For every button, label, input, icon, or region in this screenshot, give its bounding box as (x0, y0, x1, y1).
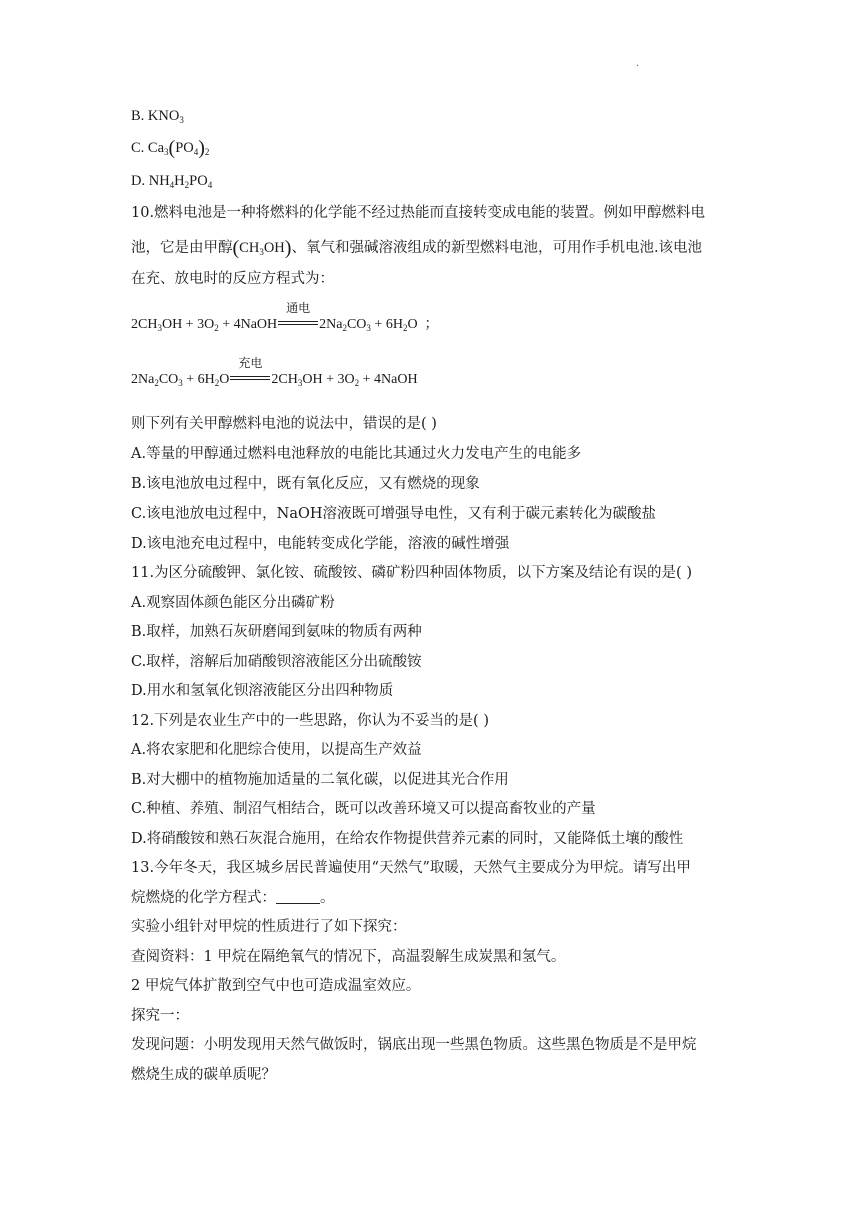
q13-line8: 燃烧生成的碳单质呢？ (131, 1067, 276, 1083)
q11-stem: 11.为区分硫酸钾、氯化铵、硫酸铵、磷矿粉四种固体物质，以下方案及结论有误的是( ) (131, 565, 692, 581)
q11-option-a: A.观察固体颜色能区分出磷矿粉 (131, 595, 335, 611)
q10-option-d: D.该电池充电过程中，电能转变成化学能，溶液的碱性增强 (131, 536, 510, 552)
q13-stem-line1: 13.今年冬天，我区城乡居民普遍使用“天然气”取暖，天然气主要成分为甲烷。请写出甲 (131, 860, 691, 876)
q10-stem-line3: 在充、放电时的反应方程式为： (131, 271, 334, 287)
q10-option-c: C.该电池放电过程中，NaOH溶液既可增强导电性，又有利于碳元素转化为碳酸盐 (131, 506, 657, 522)
q12-stem: 12.下列是农业生产中的一些思路，你认为不妥当的是( ) (131, 713, 489, 729)
equation-condition: 通电 (286, 301, 311, 315)
q13-line7: 发现问题：小明发现用天然气做饭时，锅底出现一些黑色物质。这些黑色物质是不是甲烷 (131, 1037, 697, 1053)
header-mark: . (636, 58, 640, 69)
q11-option-b: B.取样，加熟石灰研磨闻到氨味的物质有两种 (131, 624, 422, 640)
q13-line3: 实验小组针对甲烷的性质进行了如下探究： (131, 919, 407, 935)
q13-line4: 查阅资料：1 甲烷在隔绝氧气的情况下，高温裂解生成炭黑和氢气。 (131, 949, 566, 965)
q12-option-c: C.种植、养殖、制沼气相结合，既可以改善环境又可以提高畜牧业的产量 (131, 801, 596, 817)
q12-option-b: B.对大棚中的植物施加适量的二氧化碳，以促进其光合作用 (131, 772, 509, 788)
equation-discharge: $2CH_3OH + 3O_2$ + 4NaOH 通电 $2Na_2CO_3 + 6H_2O$ ； (131, 301, 439, 333)
option-d-nh4h2po4: D. $NH_4H_2PO_4$ (131, 173, 213, 190)
q12-option-d: D.将硝酸铵和熟石灰混合施用，在给农作物提供营养元素的同时，又能降低土壤的酸性 (131, 831, 684, 847)
q13-line6: 探究一： (131, 1008, 189, 1024)
q10-option-b: B.该电池放电过程中，既有氧化反应，又有燃烧的现象 (131, 476, 480, 492)
q12-option-a: A.将农家肥和化肥综合使用，以提高生产效益 (131, 742, 422, 758)
equation-charge: $2Na_2CO_3 + 6H_2O$ 充电 $2CH_3OH + 3O_2$ + 4NaOH (131, 356, 418, 388)
q13-line5: 2 甲烷气体扩散到空气中也可造成温室效应。 (131, 978, 421, 994)
q10-stem-line1: 10.燃料电池是一种将燃料的化学能不经过热能而直接转变成电能的装置。例如甲醇燃料电 (131, 205, 706, 221)
option-b-kno3: B. $KNO_3$ (131, 108, 184, 125)
q10-option-a: A.等量的甲醇通过燃料电池释放的电能比其通过火力发电产生的电能多 (131, 446, 582, 462)
q10-question: 则下列有关甲醇燃料电池的说法中，错误的是( ) (131, 416, 437, 432)
q13-stem-line2: 烷燃烧的化学方程式： 。 (131, 890, 335, 906)
q11-option-d: D.用水和氢氧化钡溶液能区分出四种物质 (131, 683, 394, 699)
equation-condition: 充电 (238, 356, 263, 370)
answer-blank (276, 891, 320, 904)
option-c-ca3po42: C. $Ca_3(PO_4)_2$ (131, 137, 210, 159)
q11-option-c: C.取样，溶解后加硝酸钡溶液能区分出硫酸铵 (131, 654, 422, 670)
q10-stem-line2: 池，它是由甲醇$(CH_3OH)$、氧气和强碱溶液组成的新型燃料电池，可用作手机电池.该电池 (131, 237, 703, 259)
